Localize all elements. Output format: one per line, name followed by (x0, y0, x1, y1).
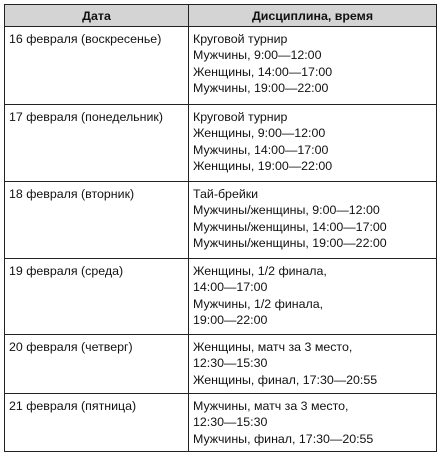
discipline-line: Женщины, матч за 3 место, (193, 340, 353, 354)
discipline-line: Женщины, 1/2 финала, (193, 264, 327, 278)
discipline-line: Женщины, финал, 17:30—20:55 (193, 372, 378, 387)
date-cell: 21 февраля (пятница) (5, 394, 189, 452)
table-row (5, 394, 437, 452)
discipline-cell (189, 394, 437, 452)
date-cell: 18 февраля (вторник) (5, 182, 189, 259)
header-date: Дата (5, 5, 189, 27)
discipline-cell (189, 335, 437, 394)
discipline-line: Тай-брейки (193, 187, 259, 201)
discipline-line: Мужчины, 19:00—22:00 (193, 81, 329, 96)
schedule-table (4, 4, 437, 452)
table-row (5, 105, 437, 182)
table-row (5, 27, 437, 105)
discipline-line: 12:30—15:30 (193, 356, 268, 371)
discipline-line: Мужчины, матч за 3 место, (193, 399, 349, 413)
discipline-cell (189, 182, 437, 259)
discipline-line: Женщины, 9:00—12:00 (193, 126, 326, 141)
discipline-cell (189, 105, 437, 182)
table-row (5, 335, 437, 394)
discipline-line: Мужчины, 9:00—12:00 (193, 48, 322, 63)
discipline-line: Мужчины, 14:00—17:00 (193, 142, 329, 157)
discipline-line: Женщины, 14:00—17:00 (193, 64, 333, 79)
discipline-line: 14:00—17:00 (193, 280, 268, 295)
discipline-line: Круговой турнир (193, 32, 288, 46)
discipline-cell (189, 259, 437, 335)
discipline-line: Мужчины, 1/2 финала, (193, 296, 324, 311)
table-header-row (5, 5, 437, 27)
table-row (5, 182, 437, 259)
table-row (5, 259, 437, 335)
discipline-line: Мужчины/женщины, 19:00—22:00 (193, 236, 387, 251)
date-cell: 16 февраля (воскресенье) (5, 27, 189, 105)
date-cell: 17 февраля (понедельник) (5, 105, 189, 182)
header-discipline-time: Дисциплина, время (189, 5, 437, 27)
discipline-line: Женщины, 19:00—22:00 (193, 159, 333, 174)
discipline-line: Мужчины/женщины, 14:00—17:00 (193, 219, 387, 234)
date-cell: 20 февраля (четверг) (5, 335, 189, 394)
discipline-line: Круговой турнир (193, 110, 288, 124)
date-cell: 19 февраля (среда) (5, 259, 189, 335)
discipline-line: 19:00—22:00 (193, 313, 268, 328)
discipline-cell (189, 27, 437, 105)
discipline-line: Мужчины, финал, 17:30—20:55 (193, 431, 374, 446)
discipline-line: 12:30—15:30 (193, 415, 268, 430)
discipline-line: Мужчины/женщины, 9:00—12:00 (193, 203, 380, 218)
